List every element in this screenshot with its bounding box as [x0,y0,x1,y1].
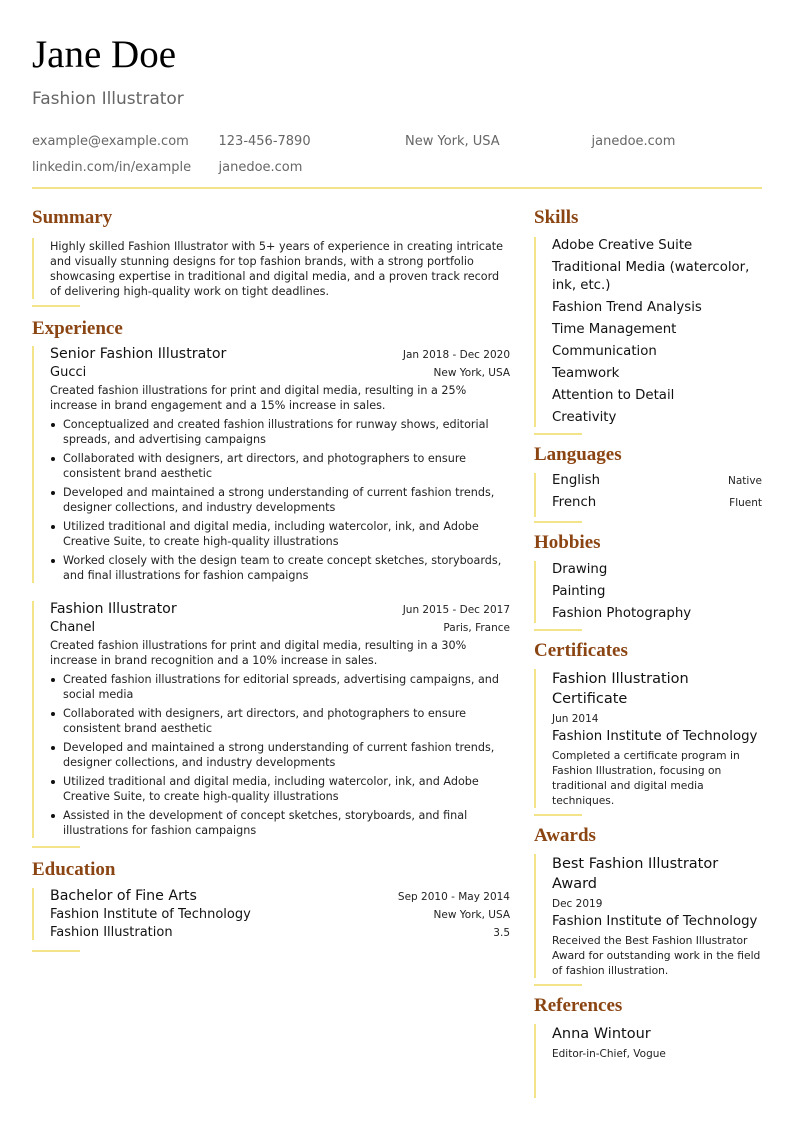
experience-entry [32,346,510,583]
skill-item: Teamwork [552,366,620,381]
skill-item: Creativity [552,410,617,425]
bullet-item: Developed and maintained a strong understanding of current fashion trends, designer collections, and industry developments [50,485,510,515]
bullet-list [50,672,510,838]
summary-section [32,206,510,307]
entry-subheader [50,907,510,922]
linkedin-link[interactable]: linkedin.com/in/example [32,159,192,175]
language-level: Native [728,475,762,487]
section-heading: Education [32,859,116,880]
reference-name: Anna Wintour [552,1026,651,1042]
certificate-title: Fashion Illustration Certificate [552,671,689,707]
date-range: Jan 2018 - Dec 2020 [402,349,510,361]
company-name: Gucci [50,365,87,380]
bullet-item: Developed and maintained a strong understanding of current fashion trends, designer collections, and industry developments [50,740,510,770]
experience-section [32,317,510,848]
bullet-item: Created fashion illustrations for editorial spreads, advertising campaigns, and social media [50,672,510,702]
awards-section [534,824,762,986]
language-name: French [552,495,597,510]
summary-text: Highly skilled Fashion Illustrator with 5+ years of experience in creating intricate and visually stunning designs for top fashion brands, with a strong portfolio showcasing expertise in traditional and digital media, and a proven track record of delivering high-quality work on tight deadlines. [50,240,504,298]
experience-entry [32,601,510,838]
entry-header [50,346,510,362]
date-range: Jun 2015 - Dec 2017 [402,604,510,616]
contact-block [32,128,780,180]
languages-section [534,443,762,523]
entry-location: Paris, France [443,622,510,634]
certificate-date: Jun 2014 [552,713,599,725]
position-title: Senior Fashion Illustrator [50,346,227,362]
bullet-item: Utilized traditional and digital media, including watercolor, ink, and Adobe Creative Suite, to create high-quality illustrations [50,519,510,549]
hobby-item: Drawing [552,562,608,577]
section-heading: Certificates [534,640,628,661]
gpa: 3.5 [493,927,510,939]
entry-location: New York, USA [433,909,510,921]
entry-subheader [50,620,510,635]
section-heading: Hobbies [534,532,601,553]
section-heading: Summary [32,207,113,228]
entry-location: New York, USA [433,367,510,379]
job-title: Fashion Illustrator [32,89,184,109]
skill-item: Adobe Creative Suite [552,238,693,253]
entry-header [50,888,510,904]
language-row [552,473,762,495]
bullet-item: Conceptualized and created fashion illustrations for runway shows, editorial spreads, and advertising campaigns [50,417,510,447]
hobbies-list [534,561,762,623]
entry-description: Created fashion illustrations for print and digital media, resulting in a 25% increase in brand engagement and a 15% increase in sales. [50,384,467,412]
bullet-list [50,417,510,583]
section-divider [534,521,582,523]
left-column [32,206,510,952]
award-description: Received the Best Fashion Illustrator Award for outstanding work in the field of fashion illustration. [552,934,761,977]
school-name: Fashion Institute of Technology [50,907,251,922]
bullet-item: Utilized traditional and digital media, including watercolor, ink, and Adobe Creative Suite, to create high-quality illustrations [50,774,510,804]
entry-description: Created fashion illustrations for print and digital media, resulting in a 30% increase in brand recognition and a 10% increase in sales. [50,639,467,667]
section-divider [534,433,582,435]
education-entry [32,888,510,940]
bullet-item: Worked closely with the design team to create concept sketches, storyboards, and final illustrations for fashion campaigns [50,553,510,583]
contact-row [32,128,780,154]
entry-header [50,601,510,617]
header-divider [32,187,762,189]
reference-role: Editor-in-Chief, Vogue [552,1048,666,1060]
certificates-section [534,639,762,816]
hobby-item: Painting [552,584,606,599]
degree-name: Bachelor of Fine Arts [50,888,197,904]
section-heading: Awards [534,825,596,846]
position-title: Fashion Illustrator [50,601,177,617]
phone-number: 123-456-7890 [218,133,311,149]
certificate-issuer: Fashion Institute of Technology [552,729,758,744]
right-column [534,206,762,1098]
bullet-item: Collaborated with designers, art directors, and photographers to ensure consistent brand aesthetic [50,451,510,481]
skill-item: Fashion Trend Analysis [552,300,702,315]
field-of-study: Fashion Illustration [50,925,173,940]
entry-field [50,925,510,940]
skill-item: Communication [552,344,657,359]
email-link[interactable]: example@example.com [32,133,189,149]
website-link[interactable]: janedoe.com [591,133,676,149]
skills-list [534,237,762,427]
section-heading: Languages [534,444,622,465]
date-range: Sep 2010 - May 2014 [397,891,510,903]
languages-list [534,473,762,517]
certificate-entry [534,669,762,808]
language-row [552,495,762,517]
skill-item: Attention to Detail [552,388,675,403]
section-divider [534,814,582,816]
website-link[interactable]: janedoe.com [218,159,303,175]
certificate-description: Completed a certificate program in Fashion Illustration, focusing on traditional and digital media techniques. [552,749,740,807]
references-section [534,994,762,1098]
skills-section [534,206,762,435]
section-heading: Skills [534,207,579,228]
location: New York, USA [405,133,500,149]
section-divider [534,629,582,631]
award-title: Best Fashion Illustrator Award [552,856,719,892]
section-divider [534,984,582,986]
language-level: Fluent [729,497,762,509]
bullet-item: Assisted in the development of concept sketches, storyboards, and final illustrations for fashion campaigns [50,808,510,838]
reference-entry [534,1024,762,1098]
language-name: English [552,473,601,488]
hobby-item: Fashion Photography [552,606,692,621]
education-section [32,858,510,952]
entry-subheader [50,365,510,380]
hobbies-section [534,531,762,631]
bullet-item: Collaborated with designers, art directors, and photographers to ensure consistent brand aesthetic [50,706,510,736]
candidate-name: Jane Doe [32,33,177,76]
section-heading: Experience [32,318,123,339]
award-entry [534,854,762,978]
section-heading: References [534,995,623,1016]
section-divider [32,846,80,848]
skill-item: Traditional Media (watercolor, ink, etc.) [552,260,750,293]
section-divider [32,305,80,307]
skill-item: Time Management [552,322,677,337]
award-date: Dec 2019 [552,898,603,910]
company-name: Chanel [50,620,96,635]
award-issuer: Fashion Institute of Technology [552,914,758,929]
section-body [32,238,510,299]
contact-row [32,154,780,180]
section-divider [32,950,80,952]
